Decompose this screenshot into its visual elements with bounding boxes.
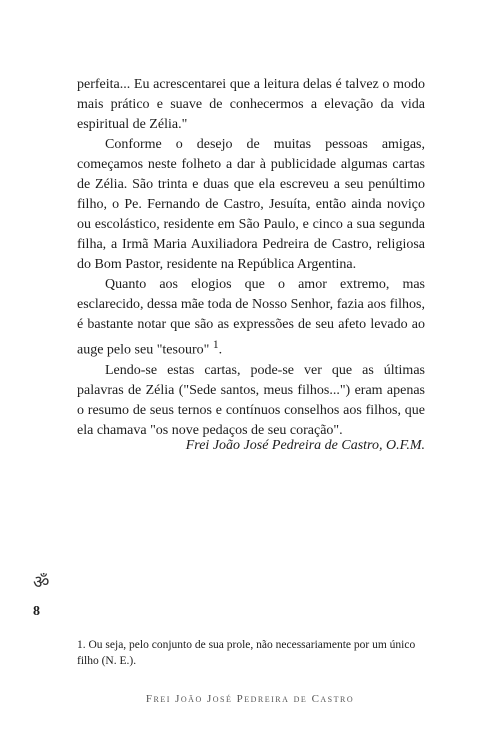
signature: Frei João José Pedreira de Castro, O.F.M.	[185, 438, 425, 453]
paragraph-3: Quanto aos elogios que o amor extremo, mas esclarecido, dessa mãe toda de Nosso Senhor, fazia aos filhos, é bastante notar que são as expressões de seu afeto levado ao auge pelo seu "tesouro" $^1$.	[77, 277, 425, 358]
body-text	[77, 75, 425, 441]
paragraph-3-text: Quanto aos elogios que o amor extremo, mas esclarecido, dessa mãe toda de Nosso Senhor, fazia aos filhos, é bastante notar que são as expressões de seu afeto levado ao auge pelo seu "tesouro"	[77, 277, 425, 358]
paragraph-1: perfeita... Eu acrescentarei que a leitura delas é talvez o modo mais prático e suave de conhecermos a elevação da vida espiritual de Zélia."	[77, 77, 425, 132]
paragraph-4: Lendo-se estas cartas, pode-se ver que as últimas palavras de Zélia ("Sede santos, meus filhos...") eram apenas o resumo de seus ternos e contínuos conselhos aos filhos, que ela chamava "os nove pedaços de seu coração".	[77, 362, 425, 438]
ornament-icon: ॐ	[33, 572, 50, 592]
page-number: 8	[33, 604, 40, 619]
paragraph-2: Conforme o desejo de muitas pessoas amigas, começamos neste folheto a dar à publicidade algumas cartas de Zélia. São trinta e duas que ela escreveu a seu penúltimo filho, o Pe. Fernando de Castro, Jesuíta, então ainda noviço ou escolástico, residente em São Paulo, e cinco a sua segunda filha, a Irmã Maria Auxiliadora Pedreira de Castro, religiosa do Bom Pastor, residente na República Argentina.	[77, 137, 425, 272]
footnote: 1. Ou seja, pelo conjunto de sua prole, não necessariamente por um único filho (N. E.).	[77, 639, 416, 667]
running-footer: Frei João José Pedreira de Castro	[145, 693, 355, 705]
footnote-marker[interactable]: 1	[212, 338, 219, 351]
